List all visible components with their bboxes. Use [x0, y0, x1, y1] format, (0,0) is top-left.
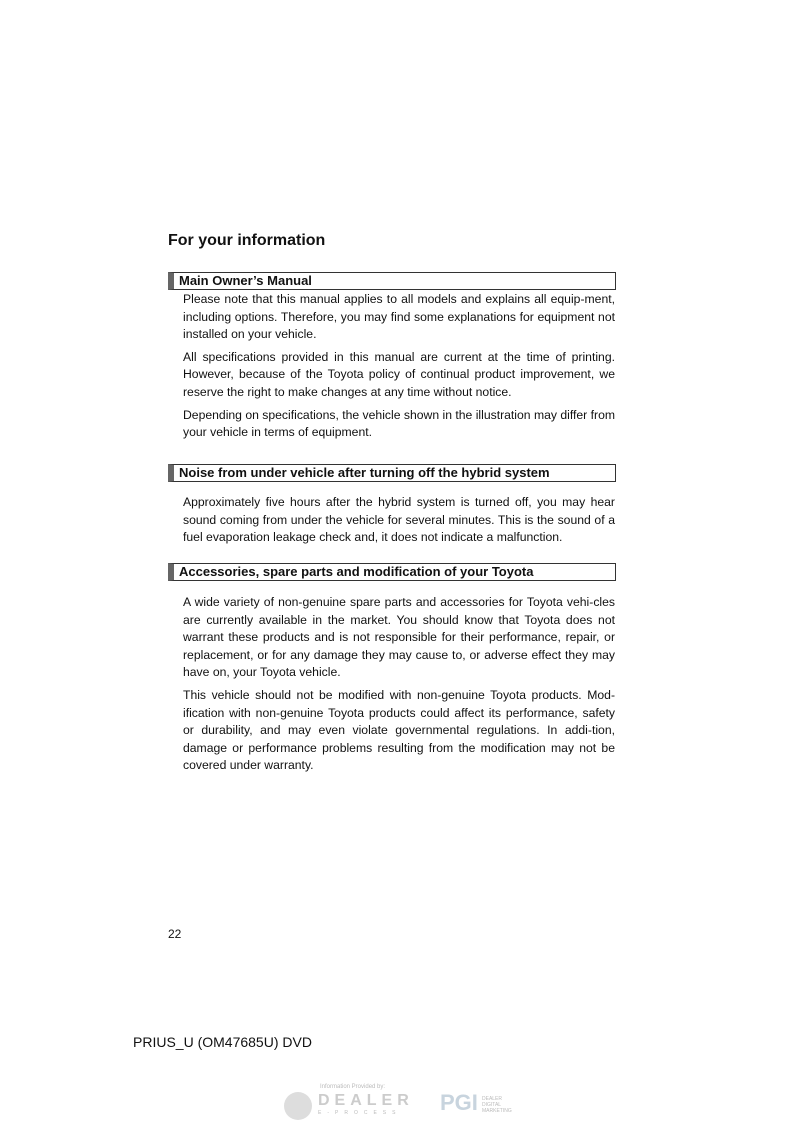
- section-heading-accessories: Accessories, spare parts and modification of your Toyota: [168, 563, 616, 581]
- pgi-logo: PGI: [440, 1090, 478, 1115]
- paragraph: A wide variety of non-genuine spare parts and accessories for Toyota vehi-cles are currently available in the market. You should know that Toyota does not warrant these products and is not responsible for their performance, repair, or replacement, or for any damage they may cause to, or adverse effect they may have on, your Toyota vehicle.: [183, 595, 615, 680]
- provided-by-text: Information Provided by:: [320, 1084, 386, 1090]
- provider-watermark-logos: [282, 1082, 522, 1127]
- dealer-logo-text: DEALER: [318, 1092, 414, 1109]
- paragraph: All specifications provided in this manual are current at the time of printing. However, because of the Toyota policy of continual product improvement, we reserve the right to make changes at any time without notice.: [183, 349, 615, 399]
- paragraph: Depending on specifications, the vehicle shown in the illustration may differ from your vehicle in terms of equipment.: [183, 407, 615, 440]
- section-heading-noise: Noise from under vehicle after turning off the hybrid system: [168, 464, 616, 482]
- pgi-subtitle: DEALER DIGITAL MARKETING: [482, 1096, 512, 1114]
- paragraph: Approximately five hours after the hybrid system is turned off, you may hear sound coming from under the vehicle for several minutes. This is the sound of a fuel evaporation leakage check and, it does not indicate a malfunction.: [183, 495, 615, 545]
- eprocess-logo-text: E-PROCESS: [318, 1110, 402, 1116]
- page-title: For your information: [168, 232, 326, 249]
- section-heading-owners-manual: Main Owner’s Manual: [168, 272, 616, 290]
- section-body-accessories: [183, 594, 615, 780]
- section-body-owners-manual: [183, 291, 615, 447]
- page-number: 22: [168, 927, 182, 941]
- section-body-noise: [183, 494, 615, 552]
- document-footer: PRIUS_U (OM47685U) DVD: [133, 1034, 312, 1050]
- paragraph: This vehicle should not be modified with non-genuine Toyota products. Mod-ification with non-genuine Toyota products could affect its performance, safety or durability, and may even violate governmental regulations. In addi-tion, damage or performance problems resulting from the modification may not be covered under warranty.: [183, 687, 615, 773]
- paragraph: Please note that this manual applies to all models and explains all equip-ment, including options. Therefore, you may find some explanations for equipment not installed on your vehicle.: [183, 292, 615, 342]
- globe-logo-icon: [284, 1092, 312, 1120]
